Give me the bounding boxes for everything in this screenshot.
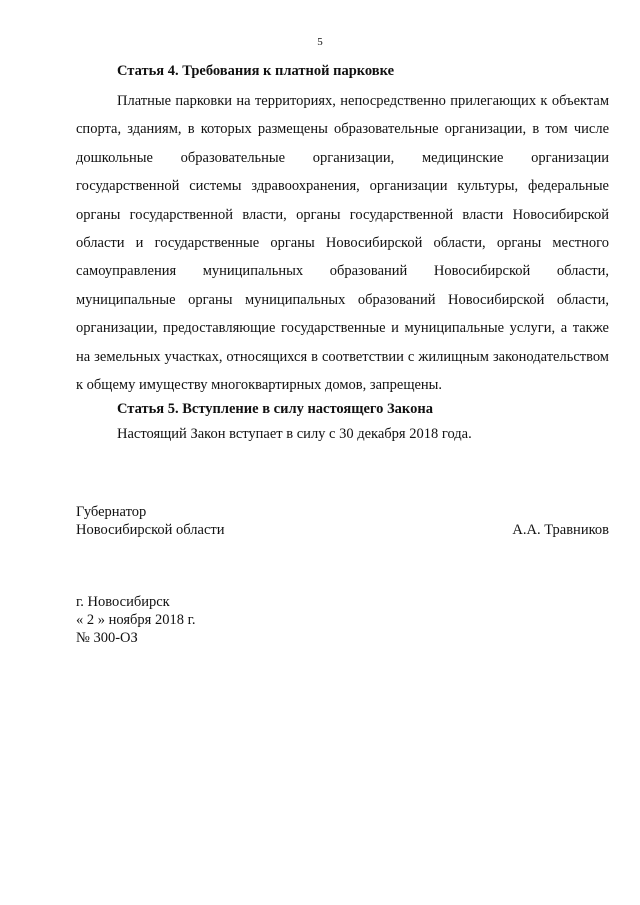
article-5-text: Настоящий Закон вступает в силу с 30 декабря 2018 года.	[117, 426, 472, 442]
city: г. Новосибирск	[76, 594, 170, 610]
law-number: № 300-ОЗ	[76, 630, 138, 646]
article-4-heading: Статья 4. Требования к платной парковке	[117, 63, 395, 79]
article-5-heading: Статья 5. Вступление в силу настоящего Закона	[117, 401, 433, 417]
article-4-text: Платные парковки на территориях, непосредственно прилегающих к объектам спорта, зданиям, в которых размещены образовательные организации, в том числе дошкольные образовательные организации, медицинские организации государственной системы здравоохранения, организации культуры, федеральные органы государственной власти, органы государственной власти Новосибирской области и государственные органы Новосибирской области, органы местного самоуправления муниципальных образований Новосибирской области, муниципальные органы муниципальных образований Новосибирской области, организации, предоставляющие государственные и муниципальные услуги, а также на земельных участках, относящихся в соответствии с жилищным законодательством к общему имуществу многоквартирных домов, запрещены.	[76, 93, 609, 394]
signatory-name: А.А. Травников	[512, 522, 609, 538]
signatory-title-line-1: Губернатор	[76, 504, 147, 520]
signatory-title-line-2: Новосибирской области	[76, 522, 225, 538]
page-number: 5	[317, 36, 323, 48]
law-date: « 2 » ноября 2018 г.	[76, 612, 196, 628]
